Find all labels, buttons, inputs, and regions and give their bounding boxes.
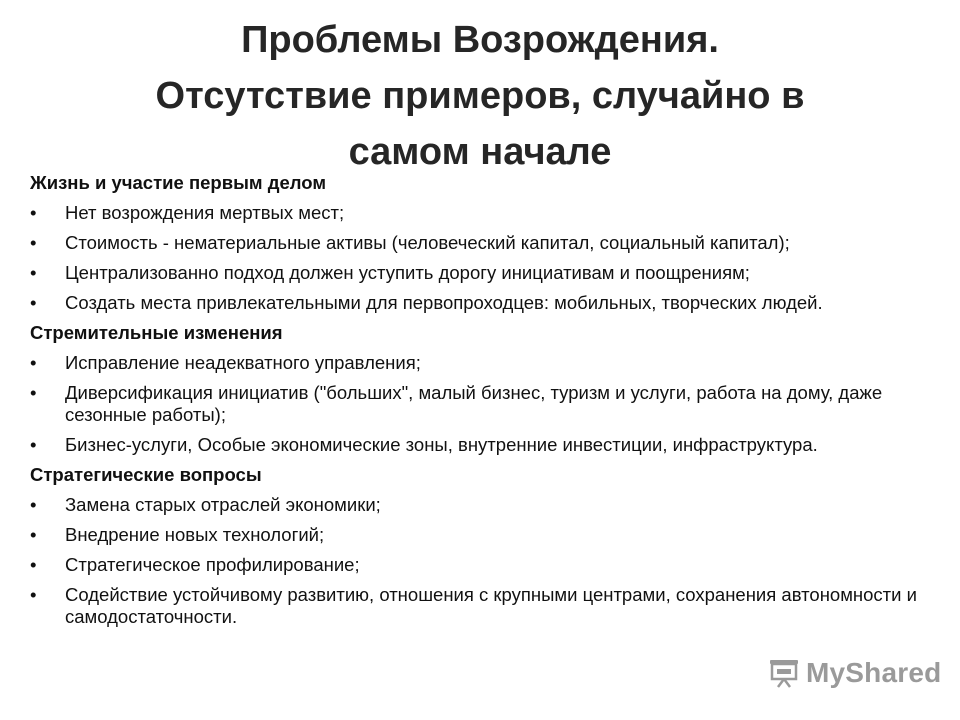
bullet-icon: •	[30, 202, 37, 223]
list-item: • Внедрение новых технологий;	[30, 524, 325, 545]
bullet-icon: •	[30, 494, 37, 515]
bullet-list	[30, 494, 930, 628]
watermark-text: MyShared	[806, 657, 942, 688]
list-item: • Стратегическое профилирование;	[30, 554, 360, 575]
presentation-screen-icon	[768, 658, 800, 688]
bullet-icon: •	[30, 292, 37, 313]
list-item: • Бизнес-услуги, Особые экономические зоны, внутренние инвестиции, инфраструктура.	[30, 434, 818, 455]
bullet-icon: •	[30, 524, 37, 545]
bullet-icon: •	[30, 352, 37, 373]
list-item: • Диверсификация инициатив ("больших", малый бизнес, туризм и услуги, работа на дому, даже сезонные работы);	[30, 382, 883, 425]
list-item: • Нет возрождения мертвых мест;	[30, 202, 345, 223]
bullet-icon: •	[30, 262, 37, 283]
watermark	[768, 655, 941, 691]
list-item: • Исправление неадекватного управления;	[30, 352, 421, 373]
bullet-icon: •	[30, 584, 37, 605]
title-line-2: Отсутствие примеров, случайно в	[155, 75, 805, 117]
list-item: • Стоимость - нематериальные активы (человеческий капитал, социальный капитал);	[30, 232, 790, 253]
bullet-icon: •	[30, 434, 37, 455]
bullet-icon: •	[30, 554, 37, 575]
section-heading: Стратегические вопросы	[30, 464, 262, 485]
bullet-list	[30, 352, 930, 456]
bullet-icon: •	[30, 382, 37, 403]
list-item: • Содействие устойчивому развитию, отношения с крупными центрами, сохранения автономности и самодостаточности.	[30, 584, 917, 627]
bullet-list	[30, 202, 930, 314]
list-item: • Замена старых отраслей экономики;	[30, 494, 381, 515]
slide-content	[30, 172, 930, 636]
title-line-3: самом начале	[348, 131, 612, 173]
section-heading: Стремительные изменения	[30, 322, 283, 343]
title-line-1: Проблемы Возрождения.	[241, 19, 719, 61]
section-heading: Жизнь и участие первым делом	[30, 172, 326, 193]
bullet-icon: •	[30, 232, 37, 253]
list-item: • Создать места привлекательными для первопроходцев: мобильных, творческих людей.	[30, 292, 823, 313]
list-item: • Централизованно подход должен уступить дорогу инициативам и поощрениям;	[30, 262, 750, 283]
slide-title	[60, 12, 900, 180]
